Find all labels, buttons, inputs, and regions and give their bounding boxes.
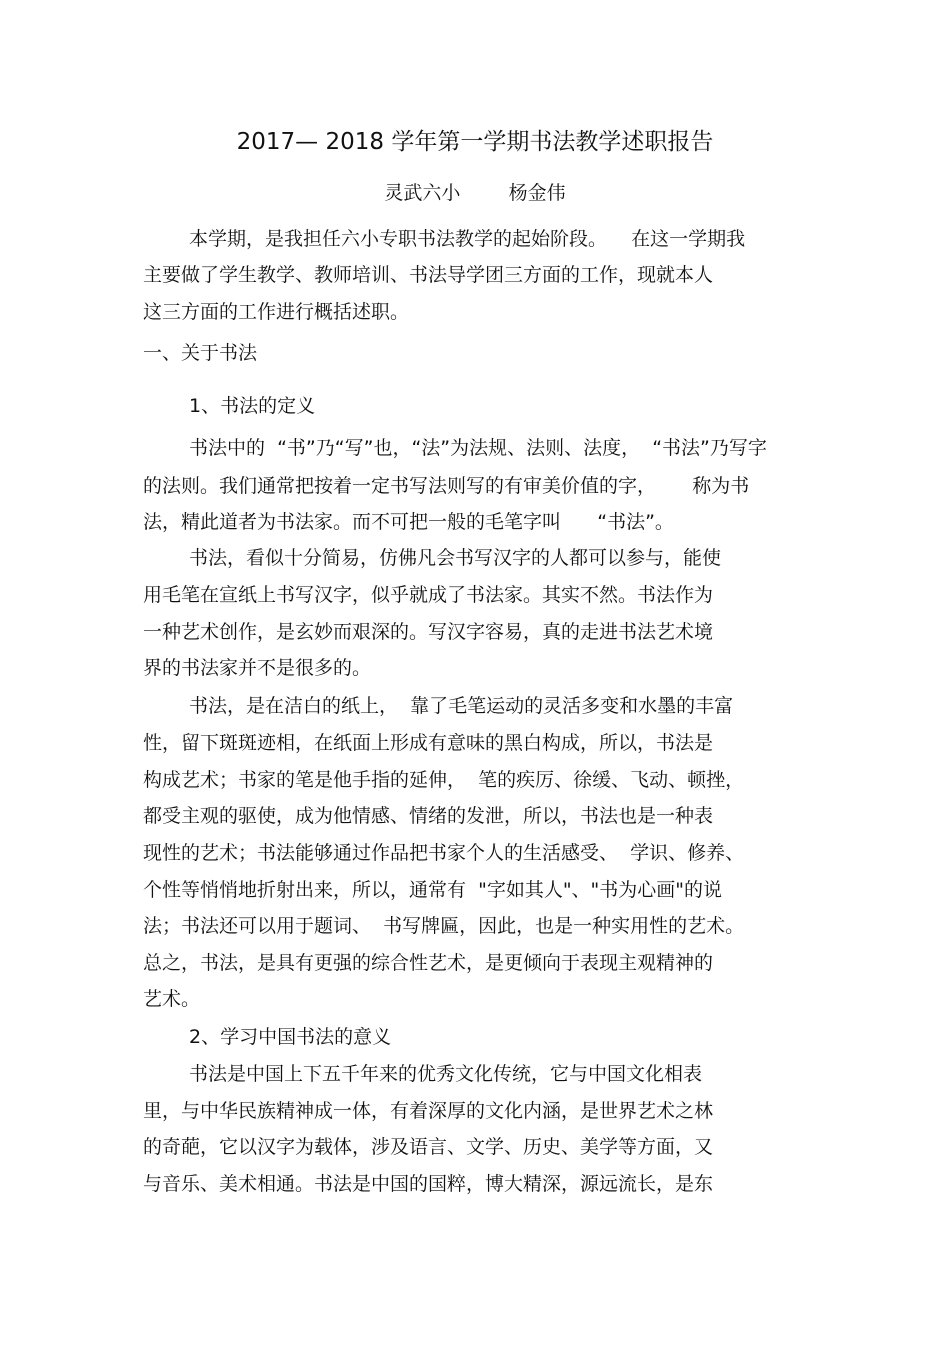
text-line: 性，留下斑斑迹相，在纸面上形成有意味的黑白构成，所以，书法是 <box>143 732 714 754</box>
text-line: 的奇葩，它以汉字为载体，涉及语言、文学、历史、美学等方面，又 <box>143 1136 714 1158</box>
text-line: 法；书法还可以用于题词、 书写牌匾，因此，也是一种实用性的艺术。 <box>143 915 745 937</box>
text-line: 书法，看似十分简易，仿佛凡会书写汉字的人都可以参与，能使 <box>189 547 722 569</box>
text-line: 书法中的 “书”乃“写”也，“法”为法规、法则、法度， “书法”乃写字 <box>189 437 767 459</box>
text-line: 现性的艺术；书法能够通过作品把书家个人的生活感受、 学识、修养、 <box>143 842 745 864</box>
section-heading: 一、关于书法 <box>143 342 258 364</box>
text-line: 界的书法家并不是很多的。 <box>143 657 372 679</box>
report-title: 2017— 2018 学年第一学期书法教学述职报告 <box>236 129 714 155</box>
text-line: 主要做了学生教学、教师培训、书法导学团三方面的工作，现就本人 <box>143 264 714 286</box>
text-line: 总之，书法，是具有更强的综合性艺术，是更倾向于表现主观精神的 <box>143 952 714 974</box>
text-line: 的法则。我们通常把按着一定书写法则写的有审美价值的字， 称为书 <box>143 475 750 497</box>
text-line: 书法是中国上下五千年来的优秀文化传统，它与中国文化相表 <box>189 1063 703 1085</box>
text-line: 构成艺术；书家的笔是他手指的延伸， 笔的疾厉、徐缓、飞动、顿挫， <box>143 769 745 791</box>
text-line: 个性等悄悄地折射出来，所以，通常有 "字如其人"、"书为心画"的说 <box>143 879 723 901</box>
subsection-heading: 1、书法的定义 <box>189 395 316 417</box>
text-line: 本学期，是我担任六小专职书法教学的起始阶段。 在这一学期我 <box>189 228 746 250</box>
subsection-heading: 2、学习中国书法的意义 <box>189 1026 392 1048</box>
text-line: 书法，是在洁白的纸上， 靠了毛笔运动的灵活多变和水墨的丰富 <box>189 695 734 717</box>
text-line: 用毛笔在宣纸上书写汉字，似乎就成了书法家。其实不然。书法作为 <box>143 584 714 606</box>
text-line: 艺术。 <box>143 988 201 1010</box>
text-line: 一种艺术创作，是玄妙而艰深的。写汉字容易，真的走进书法艺术境 <box>143 621 714 643</box>
text-line: 法，精此道者为书法家。而不可把一般的毛笔字叫 “书法”。 <box>143 511 674 533</box>
text-line: 里，与中华民族精神成一体，有着深厚的文化内涵，是世界艺术之林 <box>143 1100 714 1122</box>
text-line: 都受主观的驱使，成为他情感、情绪的发泄，所以，书法也是一种表 <box>143 805 714 827</box>
author-line: 灵武六小 杨金伟 <box>384 182 566 204</box>
text-line: 这三方面的工作进行概括述职。 <box>143 301 410 323</box>
text-line: 与音乐、美术相通。书法是中国的国粹，博大精深，源远流长，是东 <box>143 1173 714 1195</box>
